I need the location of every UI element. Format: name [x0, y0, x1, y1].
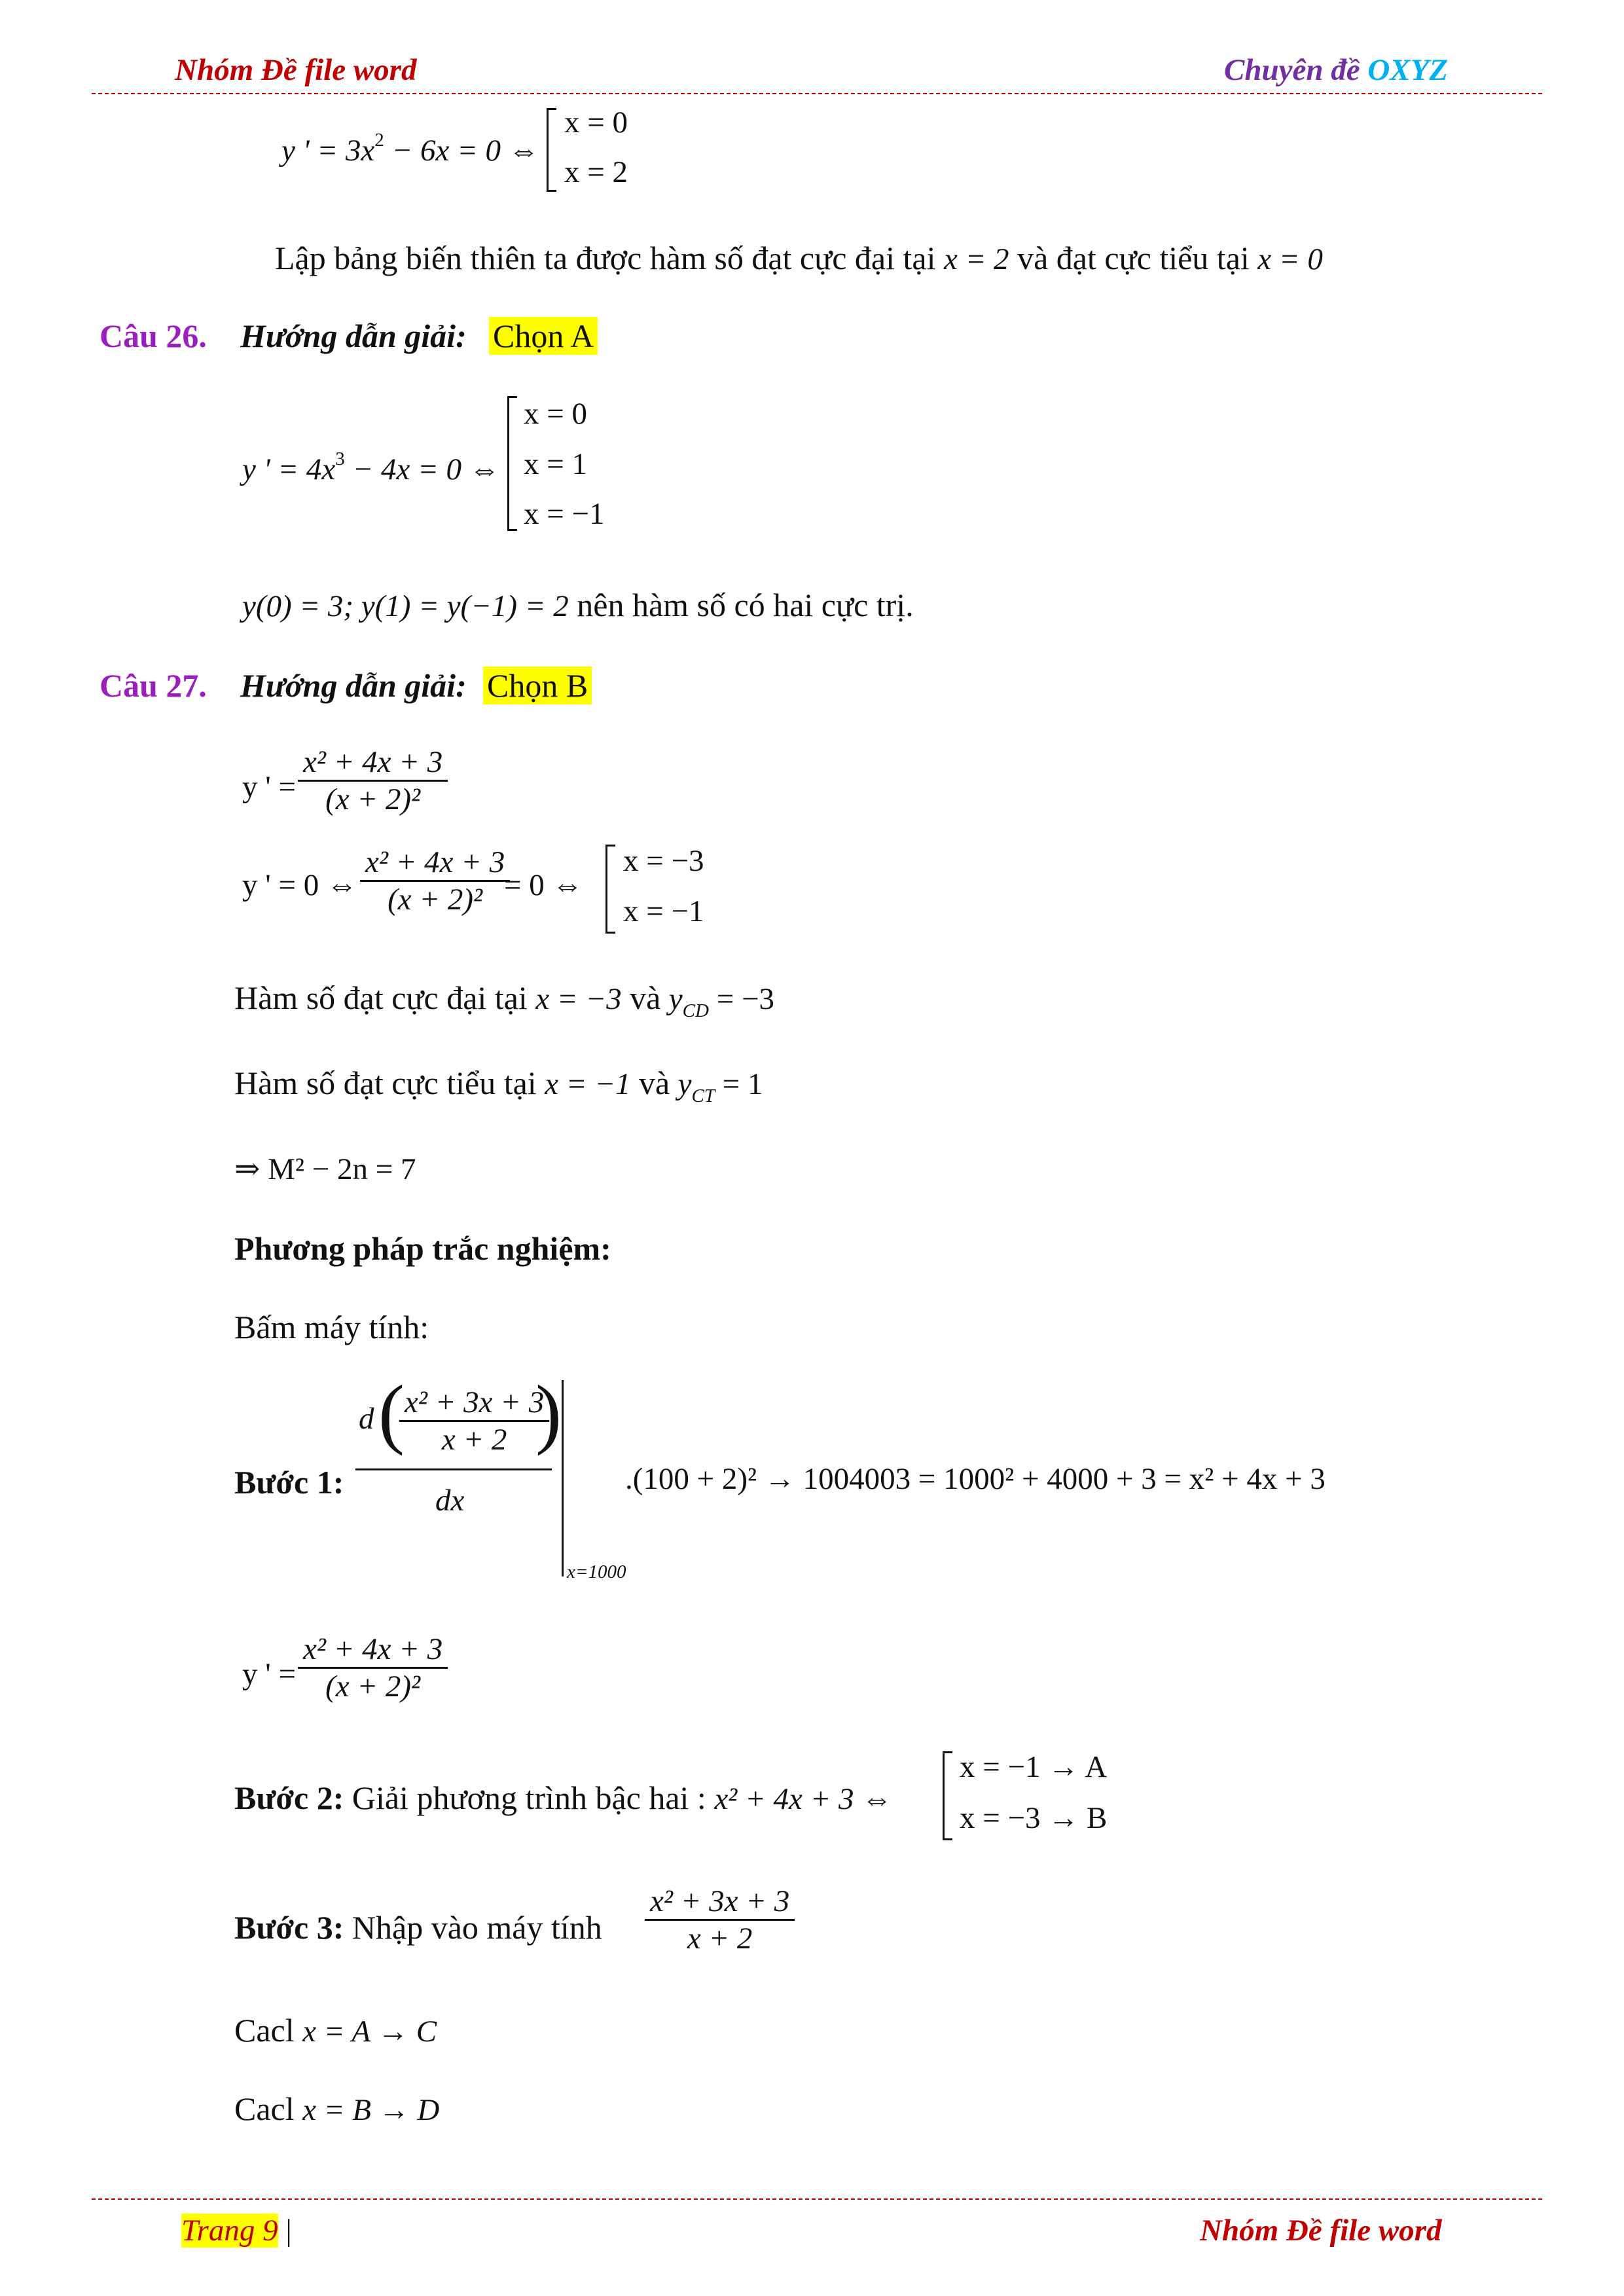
q27-calc2: [234, 2090, 439, 2128]
q26-deriv-rest: − 4x = 0 ⇔: [344, 452, 500, 486]
q27-step1-label: Bước 1:: [234, 1464, 344, 1501]
q26-values-conclusion: nên hàm số có hai cực trị.: [568, 587, 914, 623]
q27-step2-root-1: x = −1 → A: [960, 1750, 1108, 1784]
q27-step1-eval-bar: [562, 1380, 564, 1576]
q27-max-text: Hàm số đạt cực đại tại: [234, 979, 536, 1016]
q27-eq-lhs: y ' = 0 ⇔: [242, 868, 357, 902]
q27-result: ⇒ M² − 2n = 7: [234, 1152, 416, 1186]
q27-calc1-expr: x = A → C: [302, 2014, 437, 2049]
q27-max-y: y: [668, 982, 683, 1016]
q27-max-sub: CD: [682, 1000, 709, 1021]
q27-eq-root-1: x = −3: [623, 844, 704, 878]
q27-calc2-expr: x = B → D: [302, 2093, 440, 2127]
q27-step1-rest: .(100 + 2)² → 1004003 = 1000² + 4000 + 3 = x² + 4x + 3: [625, 1462, 1326, 1496]
header-topic: OXYZ: [1367, 53, 1449, 87]
q27-step2-line: [234, 1779, 892, 1817]
top-bracket: [547, 108, 556, 192]
top-conclusion: [275, 239, 1323, 277]
q27-max-val: = −3: [708, 982, 774, 1016]
q26-number: Câu 26.: [99, 318, 207, 354]
q27-yprime-2-fraction: [298, 1631, 448, 1704]
header-left-title: Nhóm Đề file word: [175, 53, 417, 87]
q27-yprime-2: y ' =: [242, 1657, 296, 1691]
top-conclusion-d: x = 0: [1257, 242, 1323, 276]
q27-min-and: và: [630, 1065, 678, 1101]
q27-step1-eval: x=1000: [567, 1561, 626, 1582]
top-conclusion-a: Lập bảng biến thiên ta được hàm số đạt cực đại tại: [275, 240, 944, 276]
footer-page-label: Trang 9: [181, 2214, 278, 2248]
q27-method-title: Phương pháp trắc nghiệm:: [234, 1230, 611, 1267]
q27-yprime: y ' =: [242, 770, 296, 804]
top-deriv-lhs: y ' = 3x: [281, 134, 375, 168]
q27-step3-line: [234, 1908, 602, 1946]
q27-step1-inner-den: x + 2: [399, 1420, 549, 1457]
top-root-2: x = 2: [564, 155, 628, 189]
q26-root-2: x = 1: [524, 447, 588, 481]
q27-step3-num: x² + 3x + 3: [650, 1884, 790, 1918]
q27-step1-inner-fraction: [399, 1385, 549, 1457]
q27-step3-den: x + 2: [645, 1919, 795, 1956]
footer-rule: [92, 2198, 1542, 2200]
q27-eq-denominator: (x + 2)²: [360, 880, 510, 917]
q27-yprime-2-numerator: x² + 4x + 3: [303, 1632, 443, 1666]
q27-number: Câu 27.: [99, 667, 207, 704]
q27-step1-d-letter: d: [359, 1402, 374, 1436]
q27-eq-root-2: x = −1: [623, 894, 704, 928]
q27-yprime-2-denominator: (x + 2)²: [298, 1667, 448, 1704]
q27-step3-text: Nhập vào máy tính: [344, 1909, 602, 1946]
q27-step1-dx: [435, 1483, 464, 1518]
q27-min-x: x = −1: [545, 1067, 631, 1101]
q26-guide: Hướng dẫn giải:: [240, 318, 467, 354]
q26-derivative: y ' = $4x^3 - 4x = 0$ ⇔: [242, 448, 500, 486]
footer-separator: |: [285, 2214, 292, 2248]
q27-yprime-fraction: [298, 744, 448, 817]
q27-min-val: = 1: [715, 1067, 763, 1101]
q27-step2-bracket: [943, 1751, 952, 1840]
q27-eq-fraction: [360, 845, 510, 917]
q26-deriv-lhs: y ' = 4x: [242, 452, 336, 486]
footer-page: [181, 2213, 292, 2248]
header-topic-prefix: Chuyên đề: [1224, 53, 1368, 87]
top-derivative: y ' = $3x^2 - 6x = 0$ ⇔: [281, 130, 539, 168]
q27-calc-intro: Bấm máy tính:: [234, 1309, 429, 1345]
footer-right-title: Nhóm Đề file word: [1200, 2214, 1442, 2248]
q27-step2-eq: x² + 4x + 3 ⇔: [714, 1782, 893, 1816]
q27-calc1: [234, 2011, 437, 2049]
top-deriv-rest: − 6x = 0 ⇔: [384, 134, 539, 168]
q27-max-line: [234, 979, 774, 1022]
q26-values-expr: y(0) = 3; y(1) = y(−1) = 2: [242, 589, 569, 623]
q27-step3-label: Bước 3:: [234, 1909, 344, 1946]
q27-calc1-word: Cacl: [234, 2012, 295, 2049]
q27-min-text: Hàm số đạt cực tiểu tại: [234, 1065, 545, 1101]
q27-guide: Hướng dẫn giải:: [240, 667, 467, 704]
q27-step1-lparen: (: [378, 1369, 405, 1456]
q27-eq-bracket: [605, 845, 615, 934]
q27-min-y: y: [677, 1067, 692, 1101]
top-conclusion-b: x = 2: [943, 242, 1009, 276]
q26-root-1: x = 0: [524, 397, 588, 431]
q27-answer: Chọn B: [483, 666, 592, 704]
q27-step2-text: Giải phương trình bậc hai :: [344, 1779, 715, 1816]
q27-step1-inner-num: x² + 3x + 3: [405, 1385, 545, 1419]
q27-max-x: x = −3: [535, 982, 622, 1016]
q27-max-and: và: [621, 979, 669, 1016]
q27-yprime-numerator: x² + 4x + 3: [303, 745, 443, 779]
top-conclusion-c: và đạt cực tiểu tại: [1009, 240, 1258, 276]
header-rule: [92, 93, 1542, 94]
q26-root-3: x = −1: [524, 497, 605, 531]
q26-answer: Chọn A: [489, 317, 598, 355]
q27-eq-numerator: x² + 4x + 3: [365, 845, 505, 879]
q27-step2-label: Bước 2:: [234, 1779, 344, 1816]
q27-step1-rparen: ): [535, 1369, 562, 1456]
q27-yprime-denominator: (x + 2)²: [298, 780, 448, 817]
q27-step1-d: [359, 1401, 374, 1436]
top-root-1: x = 0: [564, 105, 628, 139]
q27-step1-fraction-bar: [355, 1468, 552, 1470]
q27-eq-mid: = 0 ⇔: [504, 868, 583, 902]
q27-step1-dx-text: dx: [435, 1484, 465, 1518]
q27-step2-root-2: x = −3 → B: [960, 1801, 1108, 1835]
q27-step3-fraction: [645, 1884, 795, 1956]
q27-calc2-word: Cacl: [234, 2090, 295, 2127]
q26-values: [242, 586, 914, 624]
q27-min-sub: CT: [691, 1085, 715, 1106]
header-right-title: [1224, 52, 1448, 88]
q27-min-line: [234, 1064, 763, 1107]
q26-bracket: [507, 396, 517, 531]
